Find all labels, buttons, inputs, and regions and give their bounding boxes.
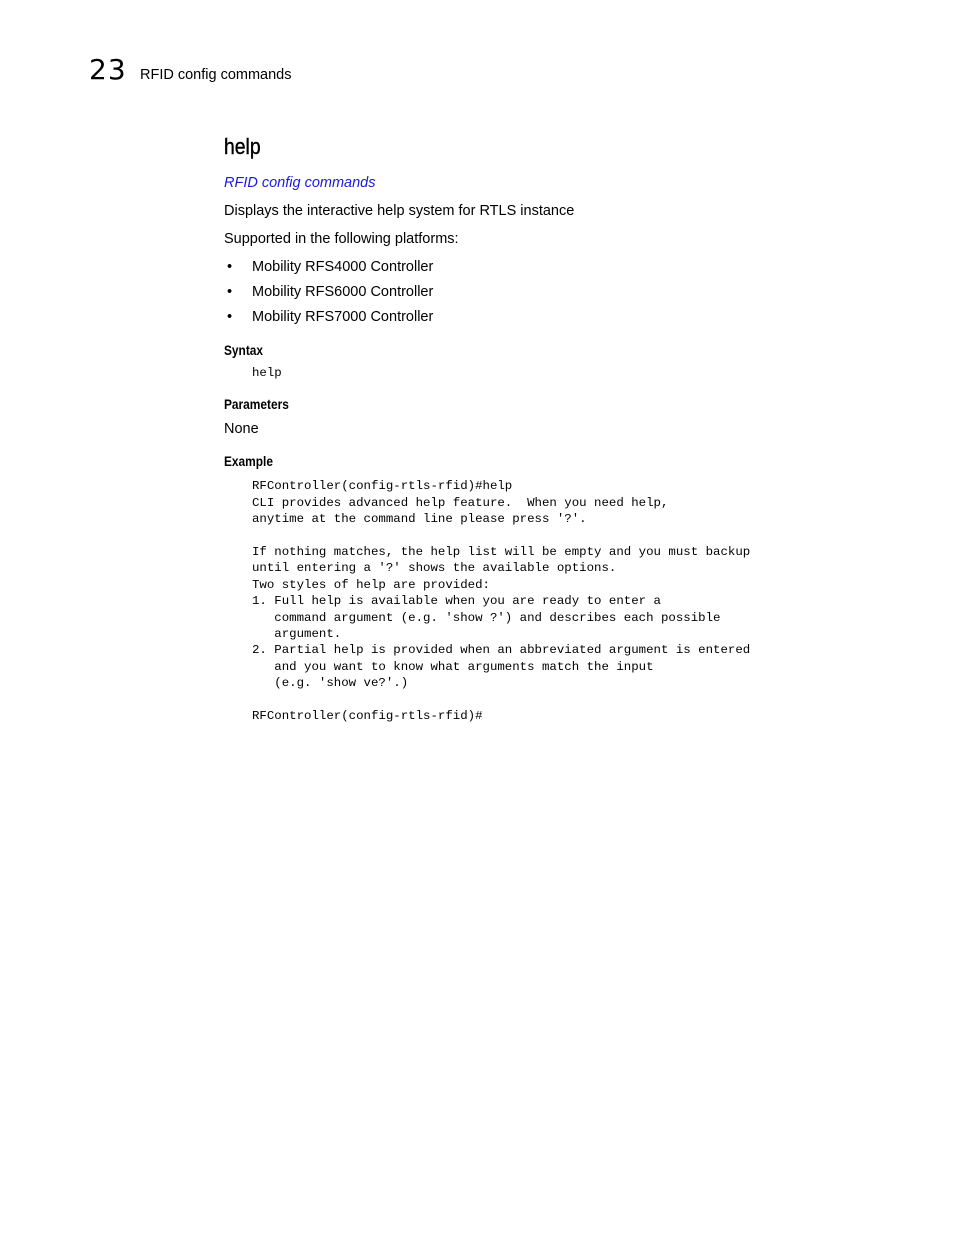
syntax-code: help: [252, 366, 282, 380]
rfid-config-commands-link[interactable]: RFID config commands: [224, 175, 376, 191]
platform-list: [224, 257, 864, 327]
bullet-icon: •: [227, 259, 233, 275]
platform-name: Mobility RFS7000 Controller: [252, 309, 434, 325]
example-code: RFController(config-rtls-rfid)#help CLI provides advanced help feature. When you need help, anytime at the command line please press '?'. If nothing matches, the help list will be empty and you must backup until entering a '?' shows the available options. Two styles of help are provided: 1. Full help is available when you are ready to enter a command argument (e.g. 'show ?') and describes each possible argument. 2. Partial help is provided when an abbreviated argument is entered and you want to know what arguments match the input (e.g. 'show ve?'.) RFController(config-rtls-rfid)#: [252, 479, 751, 724]
command-description: Displays the interactive help system for RTLS instance: [224, 203, 575, 219]
bullet-icon: •: [227, 284, 233, 300]
example-heading: Example: [224, 453, 273, 470]
list-item: [224, 257, 864, 277]
platforms-intro: Supported in the following platforms:: [224, 231, 459, 247]
chapter-number: 23: [89, 53, 127, 86]
chapter-title: RFID config commands: [140, 67, 292, 83]
parameters-text: None: [224, 421, 259, 438]
command-section: [224, 132, 864, 725]
bullet-icon: •: [227, 309, 233, 325]
syntax-heading: Syntax: [224, 342, 264, 358]
platform-name: Mobility RFS4000 Controller: [252, 259, 434, 275]
parameters-heading: Parameters: [224, 396, 289, 413]
list-item: [224, 282, 864, 302]
command-title: help: [224, 134, 261, 159]
platform-name: Mobility RFS6000 Controller: [252, 284, 434, 300]
list-item: [224, 307, 864, 327]
